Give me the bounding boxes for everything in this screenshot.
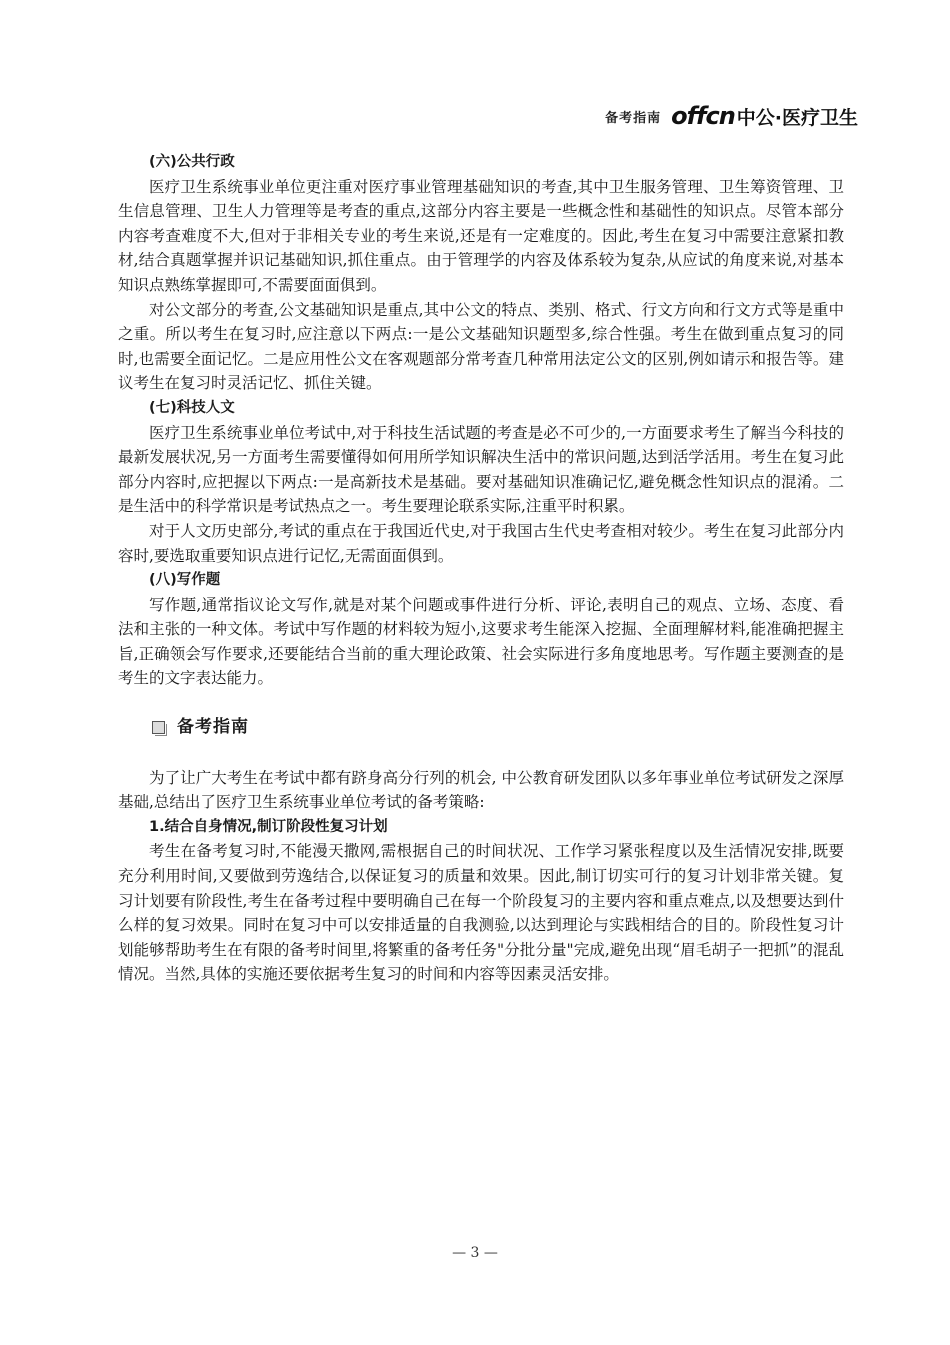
paragraph: 对于人文历史部分,考试的重点在于我国近代史,对于我国古生代史考查相对较少。考生在复习此部分内容时,要选取重要知识点进行记忆,无需面面俱到。 <box>118 521 844 565</box>
guide-item-heading: 1.结合自身情况,制订阶段性复习计划 <box>149 818 388 835</box>
page-number: — 3 — <box>452 1245 498 1261</box>
paragraph: 对公文部分的考查,公文基础知识是重点,其中公文的特点、类别、格式、行文方向和行文方式等是重中之重。所以考生在复习时,应注意以下两点:一是公文基础知识题型多,综合性强。考生在做到重点复习的同时,也需要全面记忆。二是应用性公文在客观题部分常考查几种常用法定公文的区别,例如请示和报告等。建议考生在复习时灵活记忆、抓住关键。 <box>118 300 844 393</box>
section-heading-sci-tech: (七)科技人文 <box>149 399 235 416</box>
paragraph: 医疗卫生系统事业单位更注重对医疗事业管理基础知识的考查,其中卫生服务管理、卫生筹资管理、卫生信息管理、卫生人力管理等是考查的重点,这部分内容主要是一些概念性和基础性的知识点。尽管本部分内容考查难度不大,但对于非相关专业的考生来说,还是有一定难度的。因此,考生在复习中需要注意紧扣教材,结合真题掌握并识记基础知识,抓住重点。由于管理学的内容及体系较为复杂,从应试的角度来说,对基本知识点熟练掌握即可,不需要面面俱到。 <box>118 177 844 294</box>
paragraph: 写作题,通常指议论文写作,就是对某个问题或事件进行分析、评论,表明自己的观点、立场、态度、看法和主张的一种文体。考试中写作题的材料较为短小,这要求考生能深入挖掘、全面理解材料,能准确把握主旨,正确领会写作要求,还要能结合当前的重大理论政策、社会实际进行多角度地思考。写作题主要测查的是考生的文字表达能力。 <box>118 595 844 688</box>
guide-intro: 为了让广大考生在考试中都有跻身高分行列的机会, 中公教育研发团队以多年事业单位考试研发之深厚基础,总结出了医疗卫生系统事业单位考试的备考策略: <box>118 768 844 812</box>
section-heading-public-admin: (六)公共行政 <box>149 154 235 170</box>
header-label: 备考指南 <box>605 110 662 126</box>
document-body <box>118 150 844 987</box>
guide-title: 备考指南 <box>177 717 249 738</box>
section-heading-writing: (八)写作题 <box>149 572 221 589</box>
page-header <box>605 98 858 134</box>
guide-section-header <box>152 715 844 740</box>
paragraph: 医疗卫生系统事业单位考试中,对于科技生活试题的考查是必不可少的,一方面要求考生了解当今科技的最新发展状况,另一方面考生需要懂得如何用所学知识解决生活中的常识问题,达到活学活用。考生在复习此部分内容时,应把握以下两点:一是高新技术是基础。要对基础知识准确记忆,避免概念性知识点的混淆。二是生活中的科学常识是考试热点之一。考生要理论联系实际,注重平时积累。 <box>118 423 844 516</box>
brand-logo-chinese: 中公·医疗卫生 <box>736 106 858 129</box>
guide-item-body: 考生在备考复习时,不能漫天撒网,需根据自己的时间状况、工作学习紧张程度以及生活情况安排,既要充分利用时间,又要做到劳逸结合,以保证复习的质量和效果。因此,制订切实可行的复习计划非常关键。复习计划要有阶段性,考生在备考过程中要明确自己在每一个阶段复习的主要内容和重点难点,以及想要达到什么样的复习效果。同时在复习中可以安排适量的自我测验,以达到理论与实践相结合的目的。阶段性复习计划能够帮助考生在有限的备考时间里,将繁重的备考任务"分批分量"完成,避免出现“眉毛胡子一把抓”的混乱情况。当然,具体的实施还要依据考生复习的时间和内容等因素灵活安排。 <box>118 842 844 984</box>
brand-logo-latin: offcn <box>671 102 735 130</box>
square-bullet-icon <box>152 721 165 734</box>
